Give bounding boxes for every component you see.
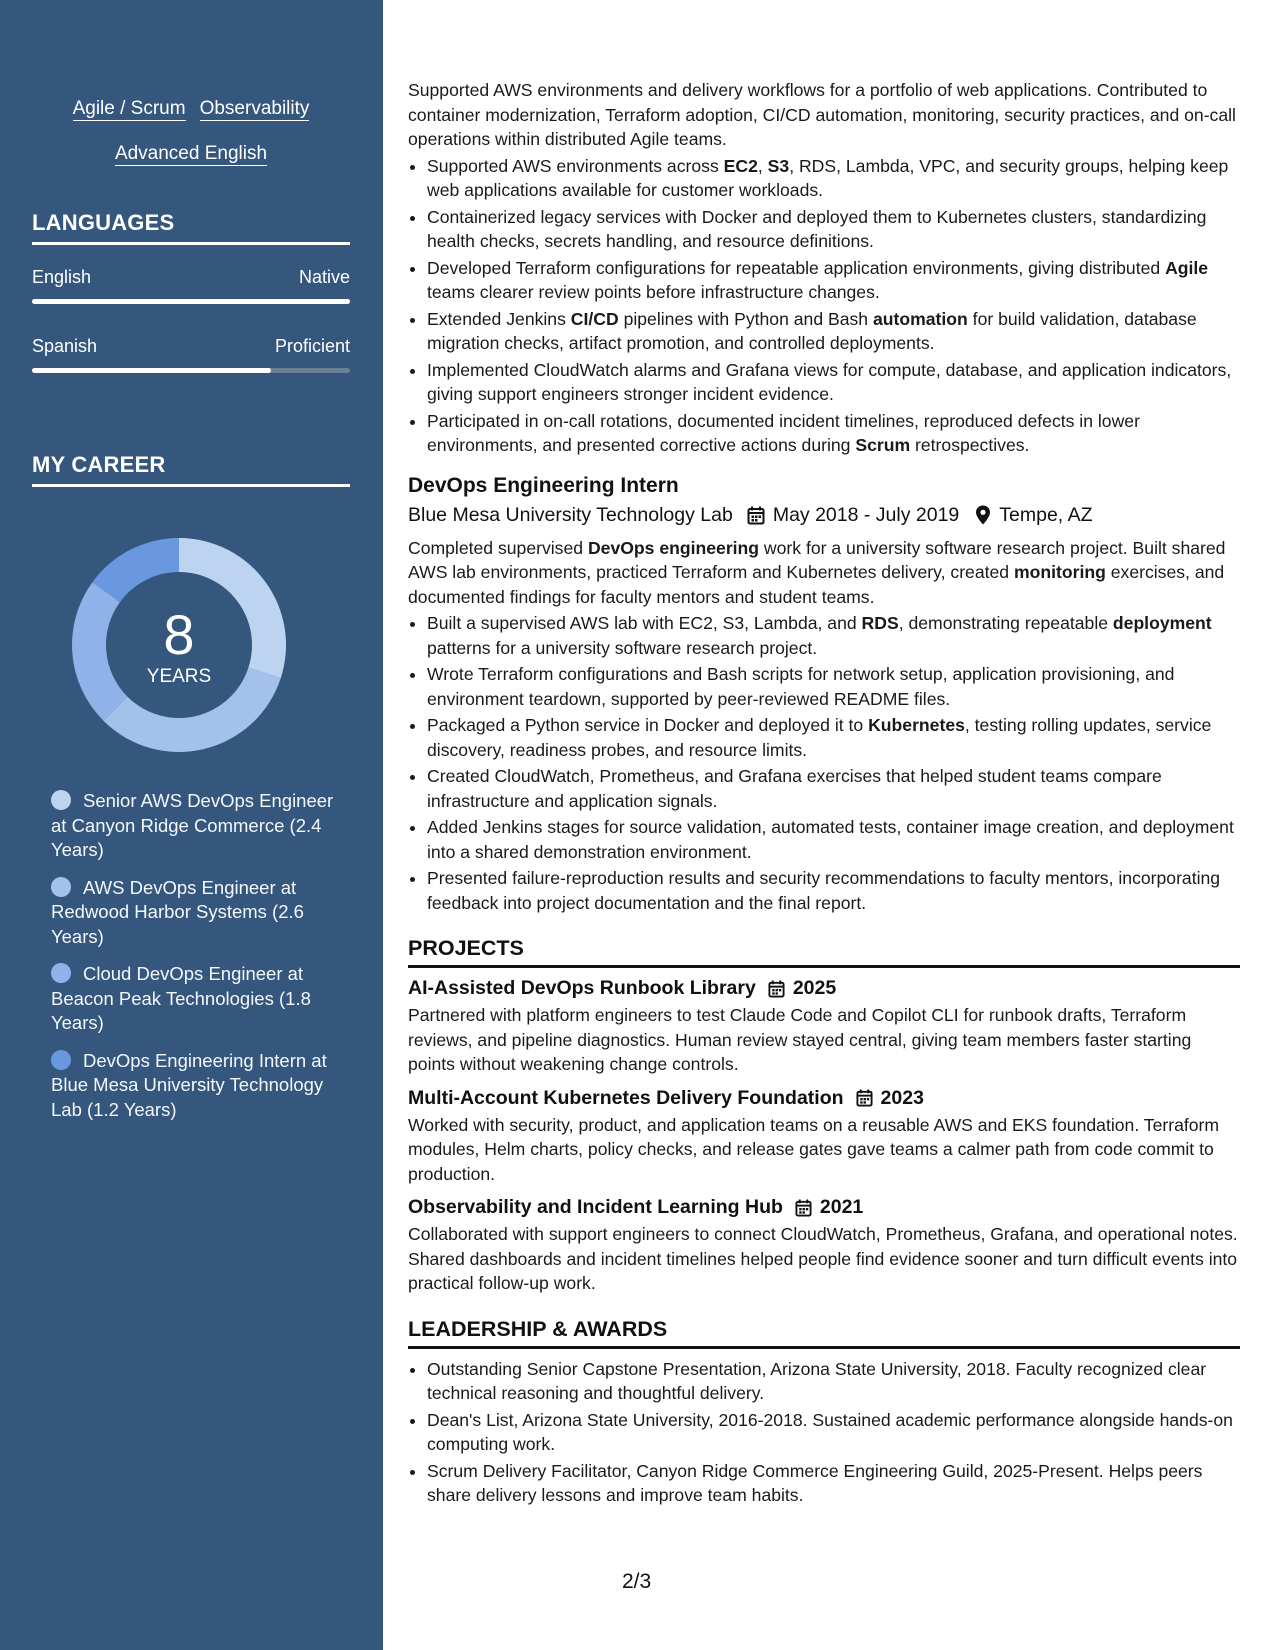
calendar-icon [856, 1089, 873, 1107]
career-list [51, 789, 341, 1135]
project-title: Multi-Account Kubernetes Delivery Foundation [408, 1086, 844, 1109]
bullet-item: • Participated in on-call rotations, documented incident timelines, reproduced defects in lower environments, and presented corrective actions during Scrum retrospectives. [427, 409, 1240, 458]
project-block [408, 1087, 1240, 1187]
career-item-label: Senior AWS DevOps Engineer at Canyon Ridge Commerce (2.4 Years) [51, 790, 334, 860]
career-item-label: DevOps Engineering Intern at Blue Mesa University Technology Lab (1.2 Years) [51, 1049, 327, 1120]
language-level: Proficient [274, 336, 350, 356]
project-title-row [408, 1196, 1240, 1219]
language-row-english [32, 267, 350, 288]
project-description: Partnered with platform engineers to test Claude Code and Copilot CLI for runbook drafts, Terraform reviews, and pipeline diagnostics. Human review stayed central, giving team members faster starting points without weakening change controls. [408, 1005, 1192, 1074]
job-location: Tempe, AZ [999, 503, 1093, 526]
bullet-item: • Supported AWS environments across EC2, S3, RDS, Lambda, VPC, and security groups, helping keep web applications available for customer workloads. [427, 154, 1240, 203]
project-title: AI-Assisted DevOps Runbook Library [408, 977, 756, 999]
bold-keyword: automation [872, 308, 968, 329]
award-item: • Dean's List, Arizona State University, 2016-2018. Sustained academic performance alongside hands-on computing work. [427, 1408, 1240, 1457]
bullet-item: • Presented failure-reproduction results and security recommendations to faculty mentors, incorporating feedback into project documentation and the final report. [427, 866, 1240, 915]
job-meta [408, 504, 1240, 527]
project-description: Collaborated with support engineers to connect CloudWatch, Prometheus, Grafana, and operational notes. Shared dashboards and incident timelines helped people find evidence sooner and turn difficult events into practical follow-up work. [408, 1224, 1238, 1293]
bullet-item: • Developed Terraform configurations for repeatable application environments, giving distributed Agile teams clearer review points before infrastructure changes. [427, 256, 1240, 305]
calendar-icon [768, 980, 785, 998]
bold-keyword: Agile [1165, 257, 1209, 278]
donut-segment-1 [179, 538, 286, 678]
sidebar [0, 0, 383, 1650]
bullet-item: • Extended Jenkins CI/CD pipelines with Python and Bash automation for build validation, database migration checks, artifact promotion, and controlled deployments. [427, 307, 1240, 356]
project-year: 2025 [792, 977, 837, 999]
career-dot [51, 1050, 71, 1070]
awards-list [408, 1357, 1240, 1508]
intern-job-bullets [408, 611, 1240, 915]
project-year: 2021 [819, 1196, 864, 1218]
calendar-icon [795, 1199, 812, 1217]
bold-keyword: S3 [767, 155, 790, 176]
job-company: Blue Mesa University Technology Lab [408, 503, 733, 526]
language-bar-english [32, 299, 350, 304]
donut-segment-3 [72, 582, 127, 721]
career-donut-chart [62, 528, 296, 762]
award-item: • Scrum Delivery Facilitator, Canyon Ridge Commerce Engineering Guild, 2025-Present. Helps peers share delivery lessons and improve team habits. [427, 1459, 1240, 1508]
project-description: Worked with security, product, and application teams on a reusable AWS and EKS foundation. Terraform modules, Helm charts, policy checks, and release gates gave teams a calmer path from code commit to production. [408, 1114, 1220, 1184]
career-heading: MY CAREER [32, 452, 350, 487]
project-title: Observability and Incident Learning Hub [408, 1196, 783, 1218]
project-year: 2023 [880, 1086, 924, 1109]
skill-tag[interactable]: Agile / Scrum [72, 98, 186, 119]
bold-keyword: Scrum [855, 435, 911, 455]
project-title-row [408, 977, 1240, 1000]
skill-tag[interactable]: Advanced English [114, 143, 268, 164]
previous-job-bullets [408, 154, 1240, 458]
location-pin-icon [975, 505, 991, 525]
award-item: • Outstanding Senior Capstone Presentation, Arizona State University, 2018. Faculty recognized clear technical reasoning and thoughtful delivery. [427, 1357, 1240, 1406]
bold-keyword: DevOps engineering [587, 537, 760, 558]
bold-keyword: EC2 [723, 155, 758, 176]
career-item-label: Cloud DevOps Engineer at Beacon Peak Technologies (1.8 Years) [51, 963, 311, 1033]
bullet-item: • Packaged a Python service in Docker and deployed it to Kubernetes, testing rolling updates, service discovery, readiness probes, and resource limits. [427, 713, 1240, 762]
job-dates: May 2018 - July 2019 [772, 503, 960, 526]
career-dot [51, 790, 71, 810]
job-summary: Completed supervised DevOps engineering work for a university software research project. Built shared AWS lab environments, practiced Terraform and Kubernetes delivery, created monitoring exercises, and documented findings for faculty mentors and student teams. [408, 537, 1226, 607]
bullet-item: • Built a supervised AWS lab with EC2, S3, Lambda, and RDS, demonstrating repeatable deployment patterns for a university software research project. [427, 611, 1240, 660]
bold-keyword: Kubernetes [868, 715, 965, 735]
language-bar-fill [32, 368, 271, 373]
language-bar-spanish [32, 368, 350, 373]
bullet-item: • Added Jenkins stages for source validation, automated tests, container image creation, and deployment into a shared demonstration environment. [427, 815, 1240, 864]
language-bar-fill [32, 299, 350, 304]
career-item [51, 962, 341, 1036]
career-total-unit: YEARS [146, 666, 212, 687]
bold-keyword: deployment [1112, 613, 1212, 633]
language-name: English [32, 267, 92, 287]
project-block [408, 977, 1240, 1077]
career-item [51, 789, 341, 863]
skill-tags [32, 86, 350, 176]
career-dot [51, 963, 71, 983]
skill-tag[interactable]: Observability [199, 98, 310, 119]
bullet-item: • Containerized legacy services with Docker and deployed them to Kubernetes clusters, standardizing health checks, secrets handling, and resource definitions. [427, 205, 1240, 254]
project-title-row [408, 1087, 1240, 1110]
awards-heading: LEADERSHIP & AWARDS [408, 1317, 1240, 1349]
bold-keyword: RDS [861, 613, 899, 633]
project-block [408, 1196, 1240, 1296]
language-row-spanish [32, 336, 350, 357]
projects-heading: PROJECTS [408, 936, 1240, 968]
page-number: 2/3 [622, 1570, 652, 1593]
bold-keyword: monitoring [1013, 562, 1106, 582]
bullet-item: • Wrote Terraform configurations and Bash scripts for network setup, application provisioning, and environment teardown, supported by peer-reviewed README files. [427, 662, 1240, 711]
previous-job-summary: Supported AWS environments and delivery workflows for a portfolio of web applications. Contributed to container modernization, Terraform adoption, CI/CD automation, monitoring, security practices, and on-call operations within distributed Agile teams. [408, 80, 1236, 149]
bold-keyword: CI/CD [570, 308, 619, 329]
career-item [51, 876, 341, 950]
career-total-years: 8 [163, 603, 195, 666]
bullet-item: • Implemented CloudWatch alarms and Grafana views for compute, database, and application indicators, giving support engineers stronger incident evidence. [427, 358, 1240, 407]
career-dot [51, 877, 71, 897]
job-title: DevOps Engineering Intern [408, 473, 679, 497]
language-name: Spanish [32, 336, 98, 356]
bullet-item: • Created CloudWatch, Prometheus, and Grafana exercises that helped student teams compare infrastructure and application signals. [427, 764, 1240, 813]
language-level: Native [298, 267, 350, 287]
main-content [408, 78, 1240, 1510]
career-item-label: AWS DevOps Engineer at Redwood Harbor Systems (2.6 Years) [51, 876, 304, 947]
calendar-icon [747, 506, 765, 525]
languages-heading: LANGUAGES [32, 210, 350, 245]
career-item [51, 1049, 341, 1123]
